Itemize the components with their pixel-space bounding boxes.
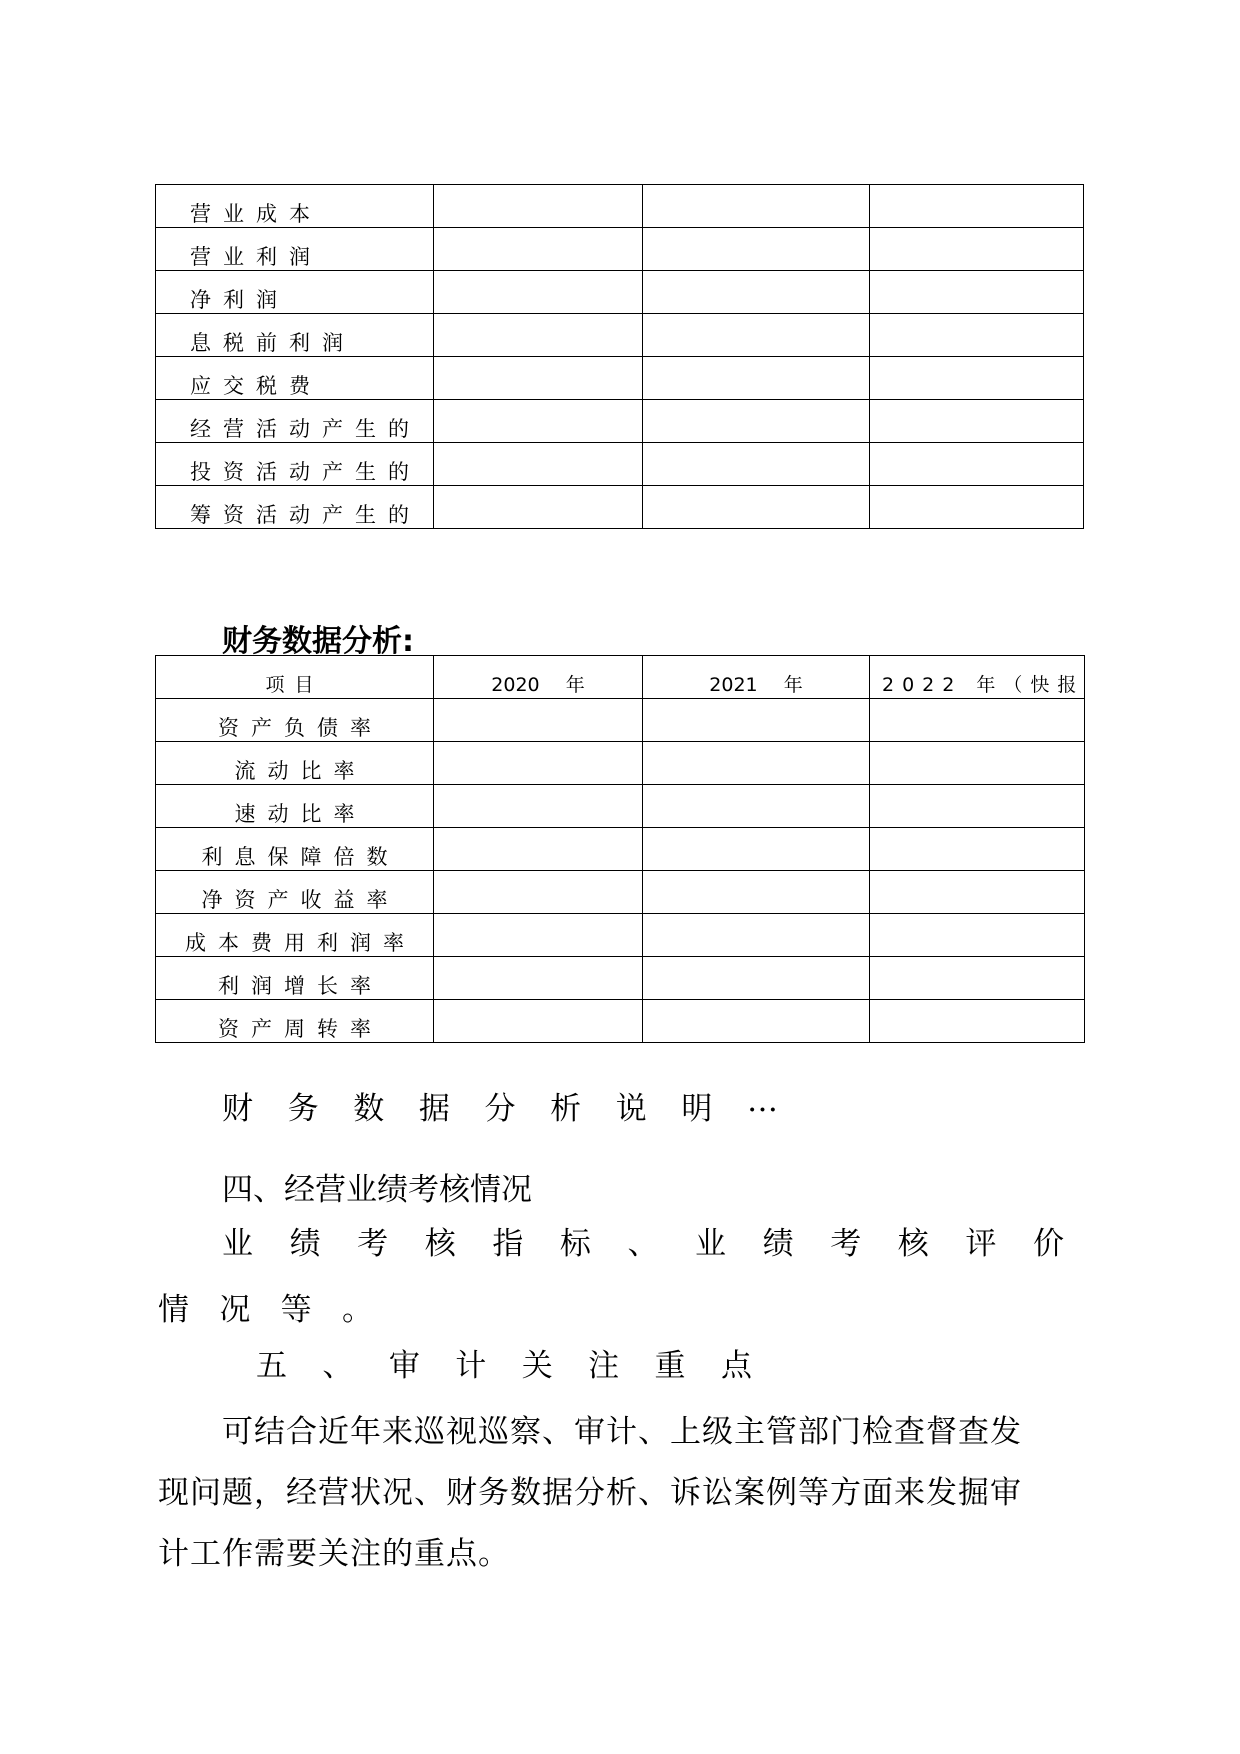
row-label-cell (156, 957, 434, 1000)
glyph: … (747, 1083, 778, 1119)
value-cell (870, 957, 1085, 1000)
header-2020: 2020 年 (491, 674, 585, 696)
value-cell (643, 185, 870, 228)
table-row (156, 185, 1084, 228)
glyph: 绩 (762, 1226, 794, 1262)
glyph: 标 (559, 1226, 591, 1262)
value-cell (643, 357, 870, 400)
table-row (156, 357, 1084, 400)
section-4-line-2 (158, 1284, 373, 1329)
table-row (156, 914, 1085, 957)
glyph: 计 (455, 1348, 487, 1384)
glyph: 绩 (289, 1226, 321, 1262)
glyph: 审 (388, 1348, 420, 1384)
section-4-title: 四、经营业绩考核情况 (222, 1172, 532, 1208)
glyph: 指 (492, 1226, 524, 1262)
row-label: 净利润 (190, 288, 289, 312)
section-4-line-1 (222, 1218, 1064, 1263)
row-label: 资产负债率 (218, 716, 383, 740)
value-cell (643, 828, 870, 871)
table-row (156, 228, 1084, 271)
value-cell (870, 742, 1085, 785)
value-cell (870, 228, 1084, 271)
table-row (156, 699, 1085, 742)
glyph: 析 (550, 1091, 582, 1127)
value-cell (643, 486, 870, 529)
section-5-para-line-1: 可结合近年来巡视巡察、审计、上级主管部门检查督查发 (222, 1414, 1022, 1450)
row-label: 利息保障倍数 (201, 845, 400, 869)
glyph: 况 (219, 1292, 251, 1328)
value-cell (870, 699, 1085, 742)
table-row (156, 785, 1085, 828)
row-label-cell (156, 228, 434, 271)
glyph: 据 (418, 1091, 450, 1127)
value-cell (434, 486, 643, 529)
glyph: 务 (287, 1091, 319, 1127)
value-cell (870, 357, 1084, 400)
row-label-cell (156, 271, 434, 314)
table-row (156, 271, 1084, 314)
table-row (156, 486, 1084, 529)
row-label-cell (156, 314, 434, 357)
value-cell (434, 1000, 643, 1043)
value-cell (643, 742, 870, 785)
table-header-row (156, 656, 1085, 699)
glyph: 业 (695, 1226, 727, 1262)
value-cell (434, 271, 643, 314)
value-cell (643, 785, 870, 828)
table-row (156, 1000, 1085, 1043)
row-label: 流动比率 (234, 759, 367, 783)
glyph: 。 (341, 1292, 373, 1328)
row-label: 资产周转率 (218, 1017, 383, 1041)
value-cell (643, 228, 870, 271)
row-label-cell (156, 871, 434, 914)
header-item: 项目 (265, 674, 324, 696)
value-cell (643, 1000, 870, 1043)
value-cell (643, 314, 870, 357)
value-cell (870, 828, 1085, 871)
table-row (156, 828, 1085, 871)
value-cell (643, 400, 870, 443)
value-cell (434, 228, 643, 271)
value-cell (434, 185, 643, 228)
glyph: 关 (521, 1348, 553, 1384)
table-row (156, 443, 1084, 486)
glyph: 核 (424, 1226, 456, 1262)
value-cell (870, 785, 1085, 828)
value-cell (870, 486, 1084, 529)
value-cell (643, 271, 870, 314)
value-cell (643, 957, 870, 1000)
glyph: 考 (357, 1226, 389, 1262)
row-label-cell (156, 699, 434, 742)
value-cell (870, 400, 1084, 443)
glyph: 五 (256, 1348, 287, 1384)
section-5-title (256, 1340, 752, 1385)
row-label-cell (156, 828, 434, 871)
value-cell (434, 957, 643, 1000)
section-5-para-line-3: 计工作需要关注的重点。 (158, 1536, 510, 1572)
header-2022: 2022 年（快报 (882, 674, 1085, 696)
glyph: 重 (654, 1348, 686, 1384)
value-cell (434, 699, 643, 742)
value-cell (434, 357, 643, 400)
value-cell (434, 314, 643, 357)
row-label-cell (156, 742, 434, 785)
income-cashflow-table (155, 184, 1084, 529)
value-cell (870, 443, 1084, 486)
row-label-cell (156, 443, 434, 486)
glyph: 、 (627, 1226, 659, 1262)
row-label-cell (156, 185, 434, 228)
row-label-cell (156, 1000, 434, 1043)
row-label-cell (156, 400, 434, 443)
glyph: 评 (965, 1226, 997, 1262)
table-row (156, 742, 1085, 785)
table-row (156, 314, 1084, 357)
glyph: 价 (1032, 1226, 1064, 1262)
table-row (156, 957, 1085, 1000)
value-cell (434, 914, 643, 957)
analysis-heading: 财务数据分析: (222, 624, 414, 659)
row-label: 投资活动产生的 (190, 460, 421, 484)
row-label: 筹资活动产生的 (190, 503, 421, 527)
value-cell (870, 185, 1084, 228)
value-cell (434, 785, 643, 828)
row-label: 成本费用利润率 (185, 931, 416, 955)
value-cell (643, 443, 870, 486)
glyph: 财 (222, 1091, 253, 1127)
value-cell (870, 871, 1085, 914)
table-row (156, 871, 1085, 914)
row-label: 经营活动产生的 (190, 417, 421, 441)
section-5-para-line-2: 现问题，经营状况、财务数据分析、诉讼案例等方面来发掘审 (158, 1475, 1022, 1511)
row-label: 营业成本 (190, 202, 322, 226)
row-label: 息税前利润 (190, 331, 355, 355)
glyph: 情 (158, 1292, 189, 1328)
row-label: 应交税费 (190, 374, 322, 398)
value-cell (434, 400, 643, 443)
row-label-cell (156, 785, 434, 828)
glyph: 等 (280, 1292, 312, 1328)
value-cell (870, 914, 1085, 957)
glyph: 点 (720, 1348, 752, 1384)
glyph: 数 (353, 1091, 385, 1127)
row-label: 利润增长率 (218, 974, 383, 998)
row-label: 速动比率 (234, 802, 367, 826)
value-cell (643, 699, 870, 742)
value-cell (434, 871, 643, 914)
value-cell (870, 271, 1084, 314)
row-label-cell (156, 914, 434, 957)
row-label: 净资产收益率 (201, 888, 400, 912)
glyph: 明 (681, 1091, 713, 1127)
value-cell (870, 1000, 1085, 1043)
analysis-note (222, 1083, 778, 1128)
glyph: 注 (588, 1348, 620, 1384)
row-label-cell (156, 486, 434, 529)
value-cell (434, 828, 643, 871)
value-cell (643, 871, 870, 914)
glyph: 考 (830, 1226, 862, 1262)
glyph: 说 (615, 1091, 647, 1127)
value-cell (870, 314, 1084, 357)
financial-ratio-table (155, 655, 1085, 1043)
glyph: 分 (484, 1091, 516, 1127)
value-cell (434, 443, 643, 486)
glyph: 业 (222, 1226, 253, 1262)
table-row (156, 400, 1084, 443)
value-cell (643, 914, 870, 957)
header-2021: 2021 年 (709, 674, 803, 696)
value-cell (434, 742, 643, 785)
row-label-cell (156, 357, 434, 400)
glyph: 核 (897, 1226, 929, 1262)
row-label: 营业利润 (190, 245, 322, 269)
glyph: 、 (322, 1348, 354, 1384)
